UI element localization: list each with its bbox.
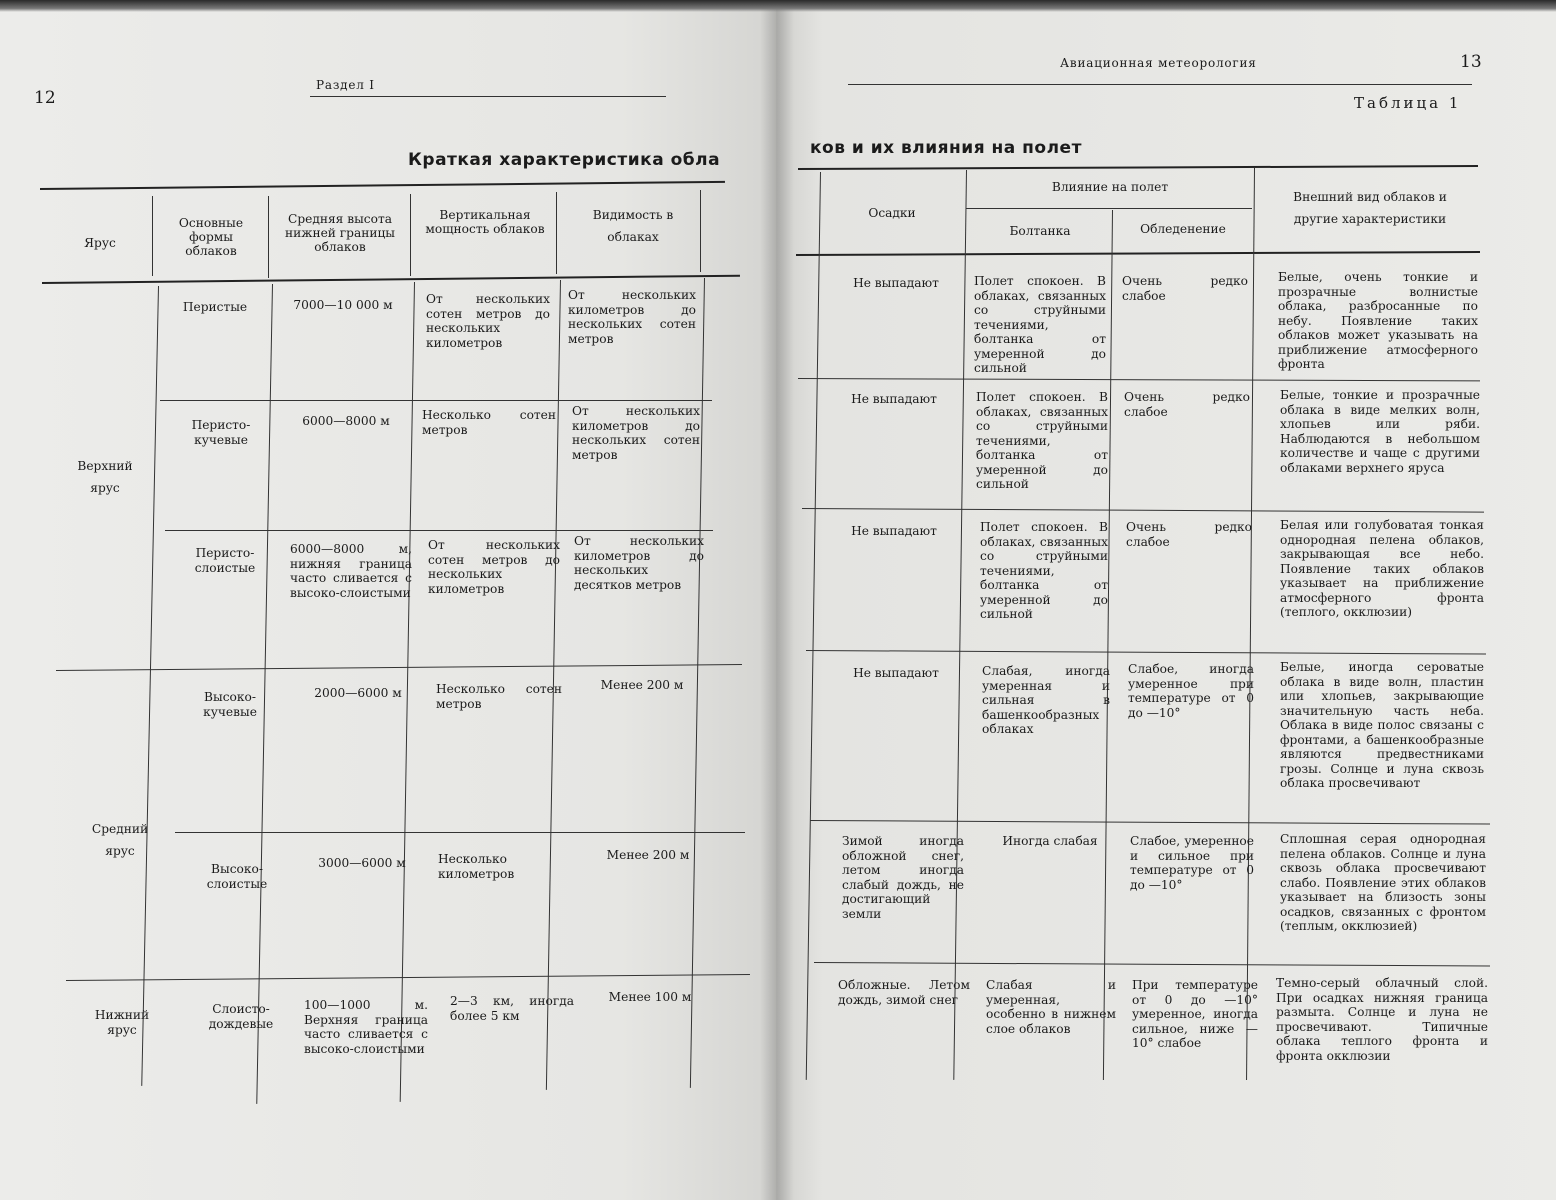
header-forms: Основные формы облаков (178, 216, 244, 258)
row3-visibility: От нескольких километров до нескольких десятков метров (574, 534, 704, 592)
r-row4-precip: Не выпадают (853, 666, 939, 680)
r-header-turbulence: Болтанка (1009, 224, 1071, 238)
tier-lower: Нижний ярус (94, 1008, 150, 1037)
r-row1-appearance: Белые, очень тонкие и прозрачные волнистые облака, разбросанные по небу. Появление таких облаков может указывать на приближение атмосферного фронта (1278, 270, 1478, 371)
r-col-line-1 (953, 170, 967, 1080)
r-row5-appearance: Сплошная серая однородная пелена облаков. Солнце и луна сквозь облака просвечивают слабо. Появление этих облаков указывает на близость зоны осадков, связанных с фронтом (теплым, окклюзией) (1280, 832, 1486, 933)
r-row5-icing: Слабое, умеренное и сильное при температуре от 0 до —10° (1130, 834, 1254, 892)
r-col-line-0 (806, 172, 821, 1080)
row1-thickness: От нескольких сотен метров до нескольких километров (426, 292, 550, 350)
table-header-rule-left (42, 275, 740, 284)
row4-form: Высоко-кучевые (203, 690, 257, 719)
header-visibility: Видимость в облаках (592, 208, 674, 244)
row6-form: Слоисто-дождевые (208, 1002, 274, 1031)
table-title-right: ков и их влияния на полет (810, 138, 1082, 158)
header-tier: Ярус (84, 236, 116, 250)
col-line-3 (410, 194, 411, 276)
r-row3-appearance: Белая или голубоватая тонкая однородная пелена облаков, закрывающая все небо. Появление таких облаков указывает на приближение атмосферного фронта (теплого, окклюзии) (1280, 518, 1484, 619)
row3-thickness: От нескольких сотен метров до нескольких километров (428, 538, 560, 596)
header-rule-left (310, 96, 666, 97)
left-page (0, 0, 776, 1200)
col-line-5 (700, 190, 701, 272)
row6-height: 100—1000 м. Верхняя граница часто сливается с высоко-слоистыми (304, 998, 428, 1056)
col-line-1 (152, 196, 153, 276)
page-number-right: 13 (1460, 52, 1482, 72)
r-row1-turbulence: Полет спокоен. В облаках, связанных со струйными течениями, болтанка от умеренной до сильной (974, 274, 1106, 375)
header-rule-right (848, 84, 1472, 85)
r-row-rule-5 (814, 962, 1490, 967)
r-row1-icing: Очень редко слабое (1122, 274, 1248, 303)
r-row5-turbulence: Иногда слабая (1002, 834, 1098, 848)
row2-visibility: От нескольких километров до нескольких сотен метров (572, 404, 700, 462)
table-header-rule-right (796, 251, 1480, 256)
row2-thickness: Несколько сотен метров (422, 408, 556, 437)
row4-thickness: Несколько сотен метров (436, 682, 562, 711)
r-row6-precip: Обложные. Летом дождь, зимой снег (838, 978, 970, 1007)
row-rule-3 (56, 664, 742, 671)
r-header-icing: Обледенение (1140, 222, 1226, 236)
right-page (776, 0, 1556, 1200)
r-row6-icing: При температуре от 0 до —10° умеренное, иногда сильное, ниже —10° слабое (1132, 978, 1258, 1050)
r-row-rule-4 (810, 820, 1490, 825)
influence-sub-rule (966, 208, 1252, 209)
row5-thickness: Несколько километров (438, 852, 515, 881)
row4-visibility: Менее 200 м (600, 678, 684, 692)
row5-form: Высоко-слоистые (206, 862, 268, 891)
header-height: Средняя высота нижней границы облаков (284, 212, 396, 254)
table-top-rule-right (798, 165, 1478, 170)
tier-middle: Средний ярус (91, 822, 149, 858)
row1-visibility: От нескольких километров до нескольких сотен метров (568, 288, 696, 346)
row2-form: Перисто-кучевые (191, 418, 251, 447)
header-thickness: Вертикальная мощность облаков (425, 208, 545, 236)
r-row4-turbulence: Слабая, иногда умеренная и сильная в башенкообразных облаках (982, 664, 1110, 736)
row-rule-2 (165, 530, 713, 531)
r-row2-turbulence: Полет спокоен. В облаках, связанных со струйными течениями, болтанка от умеренной до сильной (976, 390, 1108, 491)
r-row3-precip: Не выпадают (851, 524, 937, 538)
book-gutter (760, 0, 794, 1200)
r-row2-icing: Очень редко слабое (1124, 390, 1250, 419)
table-label: Таблица 1 (1354, 94, 1462, 112)
r-row6-turbulence: Слабая и умеренная, особенно в нижнем слое облаков (986, 978, 1116, 1036)
r-row6-appearance: Темно-серый облачный слой. При осадках нижняя граница размыта. Солнце и луна не просвечивают. Типичные облака теплого фронта и фронта окклюзии (1276, 976, 1488, 1063)
r-row-rule-1 (798, 378, 1480, 381)
r-row4-icing: Слабое, иногда умеренное при температуре от 0 до —10° (1128, 662, 1254, 720)
r-row4-appearance: Белые, иногда сероватые облака в виде волн, пластин или хлопьев, закрывающие значительную часть неба. Облака в виде полос связаны с фронтами, а башенкообразные являются предвестниками грозы. Солнце и луна сквозь облака просвечивают (1280, 660, 1484, 790)
col-line-4 (556, 192, 557, 274)
row6-visibility: Менее 100 м (608, 990, 692, 1004)
r-row1-precip: Не выпадают (853, 276, 939, 290)
tier-upper: Верхний ярус (77, 459, 133, 495)
running-head-right: Авиационная метеорология (1060, 56, 1257, 70)
r-header-precip: Осадки (868, 206, 916, 220)
r-row3-turbulence: Полет спокоен. В облаках, связанных со струйными течениями, болтанка от умеренной до сильной (980, 520, 1108, 621)
r-header-influence: Влияние на полет (1051, 180, 1169, 194)
r-row-rule-3 (806, 650, 1486, 655)
row5-height: 3000—6000 м (318, 856, 406, 870)
running-head-left: Раздел I (316, 78, 375, 92)
row3-form: Перисто-слоистые (194, 546, 256, 575)
r-header-appearance: Внешний вид облаков и другие характеристики (1293, 190, 1447, 226)
row-rule-5 (66, 974, 750, 981)
row3-height: 6000—8000 м, нижняя граница часто сливается с высоко-слоистыми (290, 542, 412, 600)
r-row2-appearance: Белые, тонкие и прозрачные облака в виде мелких волн, хлопьев или ряби. Наблюдаются в небольшом количестве и чаще с другими облаками верхнего яруса (1280, 388, 1480, 475)
row1-form: Перистые (182, 300, 248, 314)
row6-thickness: 2—3 км, иногда более 5 км (450, 994, 574, 1023)
table-top-rule-left (40, 181, 725, 190)
r-row2-precip: Не выпадают (851, 392, 937, 406)
r-row-rule-2 (802, 508, 1484, 513)
table-title-left: Краткая характеристика обла (408, 150, 721, 170)
page-number-left: 12 (34, 88, 56, 108)
r-row5-precip: Зимой иногда обложной снег, летом иногда слабый дождь, не достигающий земли (842, 834, 964, 921)
r-col-line-3 (1246, 168, 1255, 1080)
row4-height: 2000—6000 м (314, 686, 402, 700)
row2-height: 6000—8000 м (302, 414, 390, 428)
row1-height: 7000—10 000 м (293, 298, 393, 312)
col-line-1b (141, 286, 159, 1086)
row5-visibility: Менее 200 м (606, 848, 690, 862)
col-line-2 (268, 196, 269, 278)
top-edge-shadow (0, 0, 1556, 12)
r-row3-icing: Очень редко слабое (1126, 520, 1252, 549)
row-rule-1 (160, 400, 712, 401)
